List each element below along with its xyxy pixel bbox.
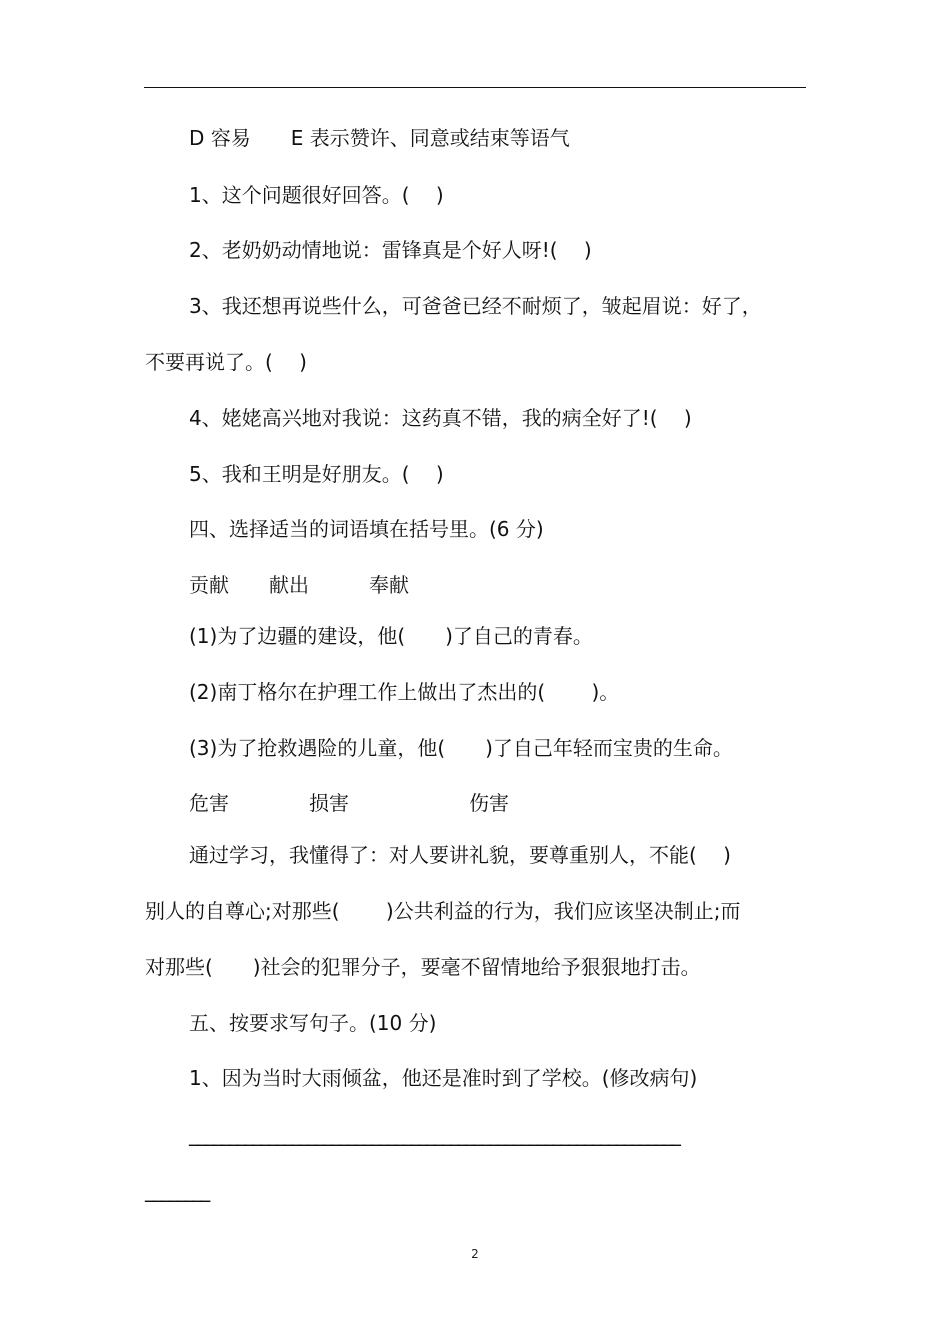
options-line: D 容易 E 表示赞许、同意或结束等语气 [189, 126, 570, 150]
word-choices-1: 贡献 献出 奉献 [189, 573, 409, 597]
header-rule [144, 87, 806, 88]
paragraph-line-2: 别人的自尊心;对那些( )公共利益的行为，我们应该坚决制止;而 [145, 899, 741, 923]
word-choices-2: 危害 损害 伤害 [189, 791, 509, 815]
paragraph-line-1: 通过学习，我懂得了：对人要讲礼貌，要尊重别人，不能( ) [189, 843, 731, 867]
answer-line-continued: ________ [145, 1178, 209, 1202]
fill-sentence-2: (2)南丁格尔在护理工作上做出了杰出的( )。 [189, 680, 620, 704]
question-3-continued: 不要再说了。( ) [145, 350, 307, 374]
question-2: 2、老奶奶动情地说：雷锋真是个好人呀!( ) [189, 238, 592, 262]
section-5-heading: 五、按要求写句子。(10 分) [189, 1011, 437, 1035]
rewrite-question-1: 1、因为当时大雨倾盆，他还是准时到了学校。(修改病句) [189, 1066, 698, 1090]
question-1: 1、这个问题很好回答。( ) [189, 183, 444, 207]
paragraph-line-3: 对那些( )社会的犯罪分子，要毫不留情地给予狠狠地打击。 [145, 955, 701, 979]
fill-sentence-3: (3)为了抢救遇险的儿童，他( )了自己年轻而宝贵的生命。 [189, 736, 733, 760]
section-4-heading: 四、选择适当的词语填在括号里。(6 分) [189, 517, 544, 541]
question-4: 4、姥姥高兴地对我说：这药真不错，我的病全好了!( ) [189, 406, 692, 430]
question-3: 3、我还想再说些什么，可爸爸已经不耐烦了，皱起眉说：好了， [189, 294, 762, 318]
answer-line: ______________________________________________________________ [189, 1122, 679, 1146]
fill-sentence-1: (1)为了边疆的建设，他( )了自己的青春。 [189, 624, 593, 648]
question-5: 5、我和王明是好朋友。( ) [189, 462, 444, 486]
page-number: 2 [471, 1247, 479, 1261]
